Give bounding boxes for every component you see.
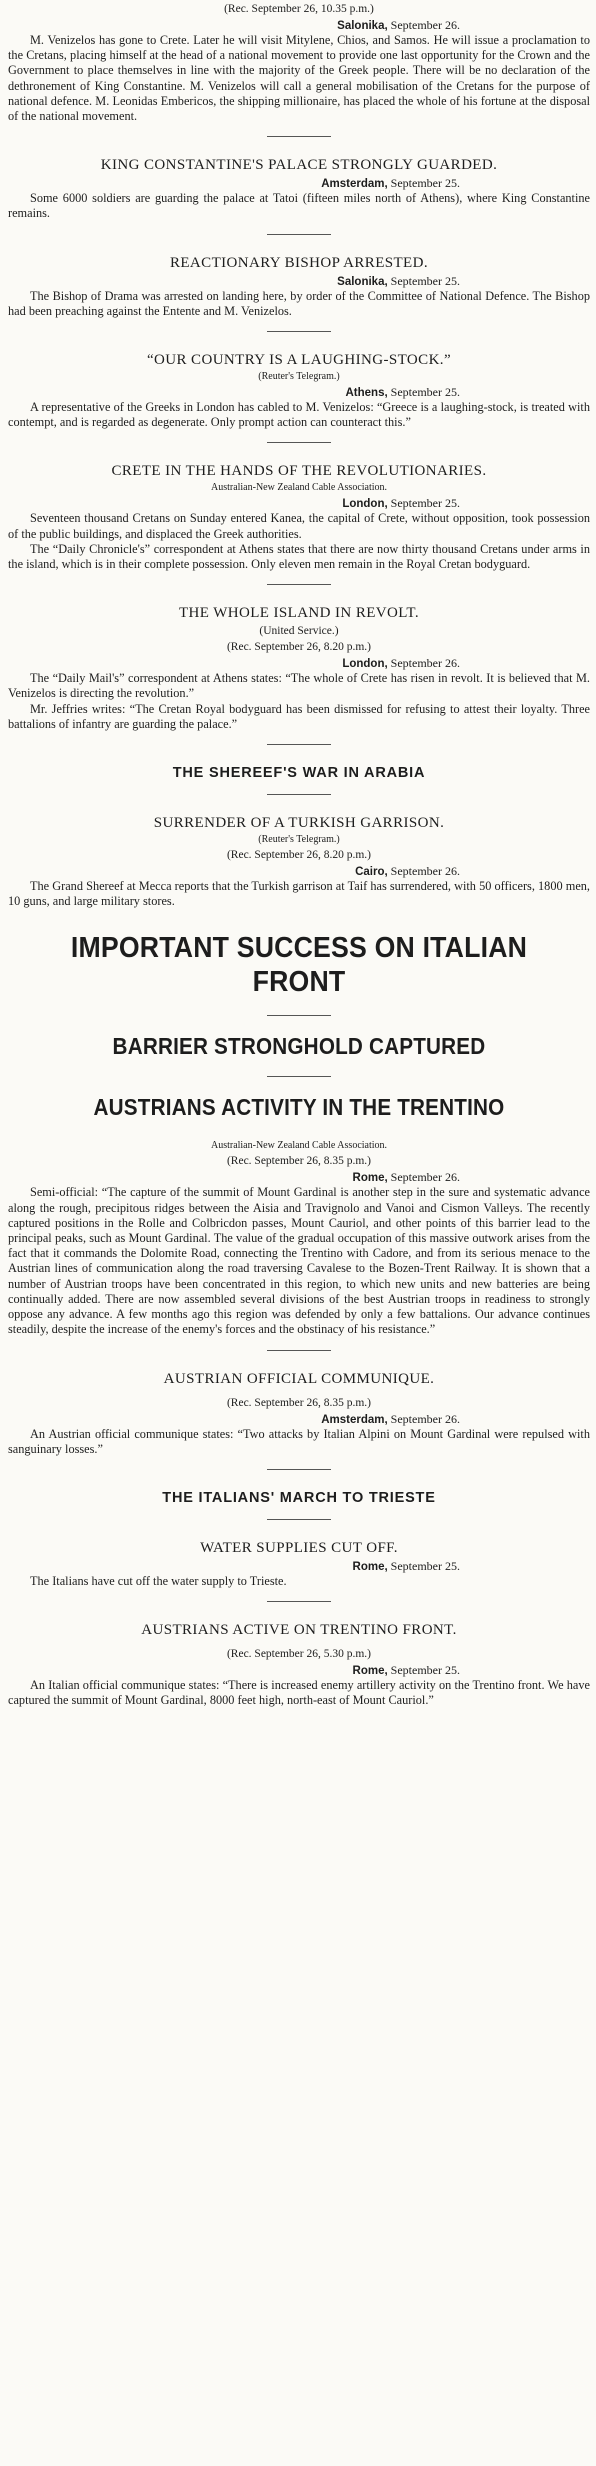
story-heading: SURRENDER OF A TURKISH GARRISON. [153, 815, 445, 832]
dateline-city: Rome, [352, 1665, 388, 1678]
news-source: (Reuter's Telegram.) [258, 371, 340, 383]
article-body: The Italians have cut off the water supply to Trieste. [30, 1573, 287, 1588]
section-divider [267, 1601, 331, 1602]
article-body: A representative of the Greeks in London has cabled to M. Venizelos: “Greece is a laughing-stock, is treated with contempt, and is regarded as degenerate. Only prompt action can counteract this.” [8, 400, 590, 430]
dateline-date: September 25. [387, 496, 460, 511]
article-body: Some 6000 soldiers are guarding the palace at Tatoi (fifteen miles north of Athens), where King Constantine remains. [8, 191, 590, 221]
dateline-city: Rome, [352, 1560, 388, 1573]
italian-front-story [8, 931, 590, 1337]
news-source: (Reuter's Telegram.) [258, 834, 340, 846]
story-heading: WATER SUPPLIES CUT OFF. [200, 1539, 398, 1556]
section-divider [267, 331, 331, 332]
dateline-city: Salonika, [337, 275, 388, 288]
dateline-date: September 25. [387, 176, 460, 191]
received-line: (Rec. September 26, 8.20 p.m.) [226, 641, 372, 654]
subheadline: BARRIER STRONGHOLD CAPTURED [112, 1033, 486, 1060]
news-service: (United Service.) [259, 625, 339, 638]
story-heading: KING CONSTANTINE'S PALACE STRONGLY GUARDED. [100, 157, 498, 174]
austrian-communique-story [8, 1370, 590, 1457]
dateline [8, 1663, 590, 1678]
dateline-city: Amsterdam, [321, 178, 388, 191]
section-divider [267, 584, 331, 585]
received-line: (Rec. September 26, 8.20 p.m.) [226, 849, 372, 862]
section-divider [267, 794, 331, 795]
section-divider [267, 442, 331, 443]
dateline-city: Salonika, [337, 20, 388, 32]
section-divider [267, 1350, 331, 1351]
received-line: (Rec. September 26, 10.35 p.m.) [224, 3, 374, 15]
dateline-city: London, [342, 658, 388, 671]
article-body: The Grand Shereef at Mecca reports that the Turkish garrison at Taif has surrendered, with 50 officers, 1800 men, 10 guns, and large military stores. [8, 879, 590, 909]
section-divider [267, 1076, 331, 1077]
trentino-front-story [8, 1621, 590, 1708]
section-divider [267, 136, 331, 137]
received-line: (Rec. September 26, 5.30 p.m.) [226, 1648, 372, 1661]
dateline [8, 274, 590, 289]
dateline-date: September 26. [387, 864, 460, 879]
dateline-date: September 25. [387, 273, 460, 288]
subheadline: AUSTRIANS ACTIVITY IN THE TRENTINO [93, 1094, 505, 1121]
dateline [8, 496, 590, 511]
dateline-city: Amsterdam, [321, 1413, 388, 1426]
story-heading: AUSTRIANS ACTIVE ON TRENTINO FRONT. [141, 1622, 457, 1639]
section-heading: THE ITALIANS' MARCH TO TRIESTE [162, 1489, 436, 1506]
article-paragraph: The “Daily Mail's” correspondent at Athens states: “The whole of Crete has risen in revolt. It is believed that M. Venizelos is directing the revolution.” [8, 671, 590, 701]
article-body: Semi-official: “The capture of the summit of Mount Gardinal is another step in the sure and systematic advance along the rough, precipitous ridges between the Aisia and Travignolo and Vanoi and Cismon Valleys. The recently captured positions in the Rolle and Colbricdon passes, Mount Cauriol, and other points of this barrier lead to the principal peaks, such as Mount Gardinal. The value of the gradual occupation of this massive outwork arises from the fact that it commands the Dolomite Road, connecting the Trentino with Cadore, and from its serious menace to the Austrian lines of communication along the road traversing Cavalese to the Bozen-Trent Railway. It is shown that a number of Austrian troops have been concentrated in this region, to which new units and new batteries are being continually added. There are now assembled several divisions of the best Austrian troops in readiness to strongly oppose any advance. A few months ago this region was defended by only a few battalions. Our advance continues steadily, despite the increase of the enemy's forces and the obstinacy of his resistance.” [8, 1185, 590, 1337]
dateline-date: September 26. [387, 656, 460, 671]
laughing-stock-story [8, 351, 590, 430]
newspaper-column [8, 0, 590, 2466]
received-line: (Rec. September 26, 8.35 p.m.) [226, 1396, 372, 1409]
section-divider [267, 234, 331, 235]
news-source: Australian-New Zealand Cable Association. [210, 1140, 388, 1152]
section-divider [267, 1469, 331, 1470]
article-paragraph: Mr. Jeffries writes: “The Cretan Royal bodyguard has been dismissed for refusing to attest their loyalty. Three battalions of infantry are guarding the palace.” [8, 701, 590, 731]
article-paragraph: Seventeen thousand Cretans on Sunday entered Kanea, the capital of Crete, without opposition, took possession of the public buildings, and displaced the Greek authorities. [8, 511, 590, 541]
story-heading: “OUR COUNTRY IS A LAUGHING-STOCK.” [146, 352, 452, 369]
turkish-garrison-story [8, 814, 590, 909]
island-revolt-story [8, 604, 590, 732]
dateline [8, 864, 590, 879]
palace-guarded-story [8, 156, 590, 221]
dateline-date: September 26. [387, 18, 460, 32]
article-paragraph: The “Daily Chronicle's” correspondent at Athens states that there are now thirty thousand Cretans under arms in the island, which is in their complete possession. Only eleven men remain in the Royal Cretan bodyguard. [8, 541, 590, 572]
water-supplies-story [8, 1539, 590, 1589]
dateline-city: Athens, [345, 387, 388, 400]
main-headline: IMPORTANT SUCCESS ON ITALIAN [70, 932, 528, 965]
article-body: The Bishop of Drama was arrested on landing here, by order of the Committee of National Defence. The Bishop had been preaching against the Entente and M. Venizelos. [8, 288, 590, 318]
news-source: Australian-New Zealand Cable Association. [210, 482, 388, 494]
dateline-date: September 25. [387, 1663, 460, 1678]
dateline [8, 656, 590, 671]
section-divider [267, 1015, 331, 1016]
dateline [8, 18, 590, 33]
dateline [8, 1559, 590, 1574]
venizelos-story [8, 2, 590, 124]
dateline-date: September 25. [387, 385, 460, 400]
dateline-date: September 26. [387, 1411, 460, 1426]
main-headline-line-2: FRONT [252, 966, 346, 999]
story-heading: THE WHOLE ISLAND IN REVOLT. [178, 605, 420, 622]
crete-revolutionaries-story [8, 462, 590, 572]
story-heading: AUSTRIAN OFFICIAL COMMUNIQUE. [163, 1370, 435, 1387]
dateline-city: Rome, [352, 1172, 388, 1185]
dateline-date: September 26. [387, 1170, 460, 1185]
received-line: (Rec. September 26, 8.35 p.m.) [226, 1155, 372, 1168]
article-body: M. Venizelos has gone to Crete. Later he will visit Mitylene, Chios, and Samos. He will issue a proclamation to the Cretans, placing himself at the head of a national movement to provide one last opportunity for the Crown and the Government to place themselves in line with the majority of the Greek people. There will be no declaration of the dethronement of King Constantine. M. Venizelos will call a general mobilisation of the Cretans for the purpose of national defence. M. Leonidas Embericos, the shipping millionaire, has placed the whole of his fortune at the disposal of the national movement. [8, 33, 590, 124]
dateline-date: September 25. [387, 1558, 460, 1573]
dateline [8, 385, 590, 400]
article-body: An Austrian official communique states: “Two attacks by Italian Alpini on Mount Gardinal were repulsed with sanguinary losses.” [8, 1426, 590, 1456]
section-divider [267, 1519, 331, 1520]
bishop-arrested-story [8, 254, 590, 319]
section-divider [267, 744, 331, 745]
dateline [8, 1170, 590, 1185]
article-body: An Italian official communique states: “There is increased enemy artillery activity on the Trentino front. We have captured the summit of Mount Gardinal, 8000 feet high, north-east of Mount Cauriol.” [8, 1678, 590, 1708]
dateline-city: London, [342, 498, 388, 511]
dateline [8, 1412, 590, 1427]
story-heading: CRETE IN THE HANDS OF THE REVOLUTIONARIES. [111, 463, 487, 480]
section-heading: THE SHEREEF'S WAR IN ARABIA [172, 765, 426, 782]
dateline [8, 176, 590, 191]
dateline-city: Cairo, [355, 866, 388, 879]
story-heading: REACTIONARY BISHOP ARRESTED. [169, 254, 429, 271]
